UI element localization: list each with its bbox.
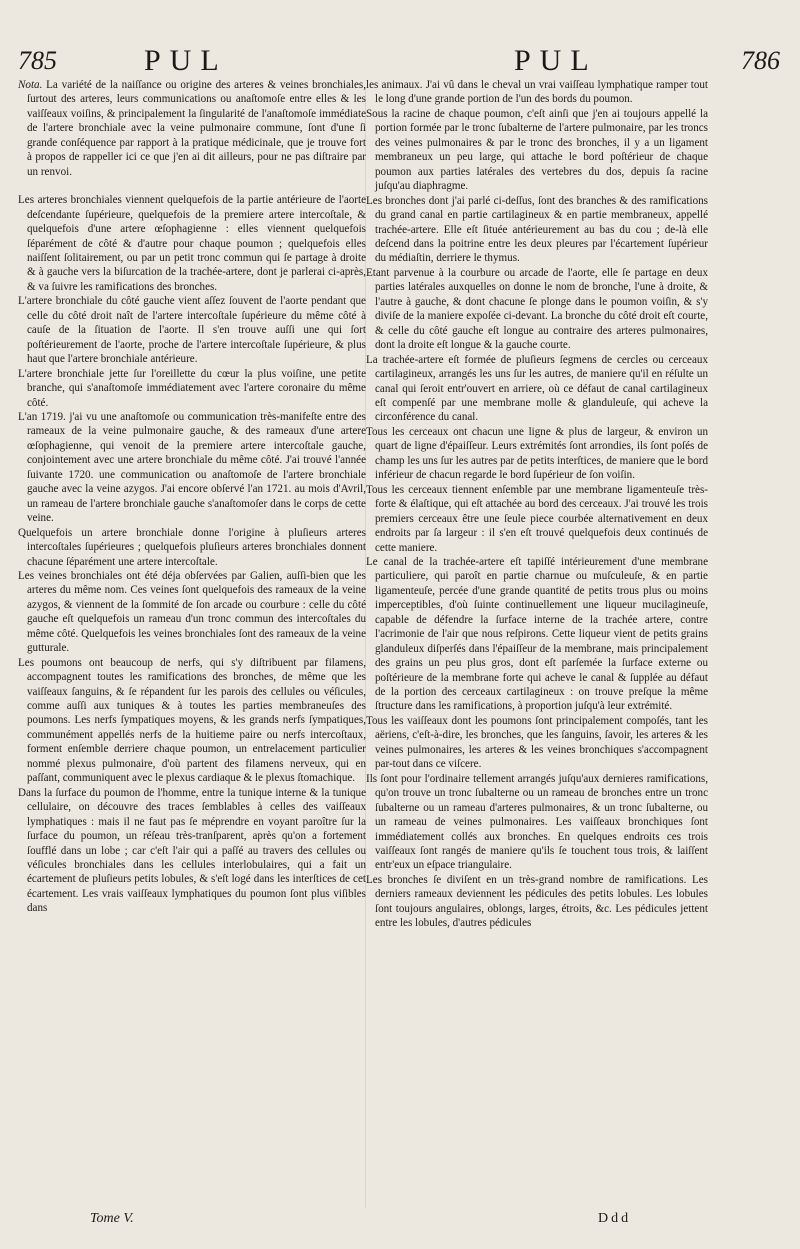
paragraph: Dans la ſurface du poumon de l'homme, entre la tunique interne & la tunique cellulaire, on découvre des traces ſemblables à celles des vaiſſeaux lymphatiques : mais il ne faut pas ſe méprendre en voyant paroître ſur la ſurface du poumon, un réſeau très-tranſparent, après qu'on a fortement ſoufflé dans un lobe ; car c'eſt l'air qui a paſſé au travers des cellules ou véſicules bronchiales dans les cellules interlobulaires, qui a fait un écartement de pluſieurs petits lobules, & s'eſt logé dans les interſtices de cet écartement. Les vrais vaiſſeaux lymphatiques du poumon ſont plus viſibles dans xyxy=(18,786,366,915)
right-page-number: 786 xyxy=(741,46,780,75)
right-headword: PUL xyxy=(514,44,598,77)
paragraph: Le canal de la trachée-artere eſt tapiſſé intérieurement d'une membrane particuliere, qui paroît en partie charnue ou muſculeuſe, & en partie ligamenteuſe, percée d'une grande quantité de petits trous plus ou moins imperceptibles, d'où ſuinte continuellement une liqueur mucilagineuſe, capable de défendre la ſurface interne de la trachée artere, contre l'acrimonie de l'air que nous reſpirons. Cette liqueur vient de petits grains glanduleux diſperſés dans l'épaiſſeur de la membrane, mais principalement des grains un peu plus gros, dont eſt parſemée la ſurface externe ou poſtérieure de la membrane forte qui acheve le canal & ſupplée au défaut de la portion des cerceaux cartilagineux : on trouve preſque la même ſtructure dans les ramifications, à proportion juſqu'à leur extrémité. xyxy=(366,555,708,713)
paragraph: L'an 1719. j'ai vu une anaſtomoſe ou communication très-manifeſte entre des rameaux de la veine pulmonaire gauche, & des rameaux d'une artere œſophagienne, qui venoit de la premiere artere intercoſtale gauche, conjointement avec une artere bronchiale du même côté. J'ai trouvé l'année ſuivante 1720. une communication ou anaſtomoſe de l'artere bronchiale gauche avec la veine azygos. J'ai encore obſervé l'an 1721. au mois d'Avril, un rameau de l'artere bronchiale gauche s'anaſtomoſer dans le corps de cette veine. xyxy=(18,410,366,525)
paragraph: Les veines bronchiales ont été déja obſervées par Galien, auſſi-bien que les arteres du même nom. Ces veines ſont quelquefois des rameaux de la veine azygos, & viennent de la ſommité de ſon arcade ou courbure : celle du côté gauche eſt quelquefois un rameau d'un tronc commun des intercoſtales du même côté. Quelquefois les veines bronchiales ſont des rameaux de la veine gutturale. xyxy=(18,569,366,655)
nota-text: La variété de la naiſſance ou origine des arteres & veines bronchiales, ſurtout des arteres, leurs communications ou anaſtomoſe entre elles & les vaiſſeaux voiſins, & principalement la ſingularité de l'anaſtomoſe immédiate de l'artere bronchiale avec la veine pulmonaire commune, ſont d'une ſi grande conſéquence par rapport à la pratique médicinale, que je trouve fort à propos de rappeller ici ce que j'en ai dit ailleurs, pour ne pas diſtraire par un renvoi. xyxy=(27,79,366,178)
paragraph: L'artere bronchiale jette ſur l'oreillette du cœur la plus voiſine, une petite branche, qui s'anaſtomoſe immédiatement avec l'artere coronaire du même côté. xyxy=(18,367,366,409)
paragraph: Les bronches ſe diviſent en un très-grand nombre de ramifications. Les derniers rameaux deviennent les pédicules des petits lobules. Les lobules ſont toujours angulaires, oblongs, larges, étroits, &c. Les pédicules jettent entre les lobules, d'autres pédicules xyxy=(366,873,708,930)
paragraph: Les arteres bronchiales viennent quelquefois de la partie antérieure de l'aorte deſcendante ſupérieure, quelquefois de la premiere artere intercoſtale, & quelquefois d'une artere œſophagienne : elles viennent quelquefois ſéparément de côté & d'autre pour chaque poumon ; quelquefois elles naiſſent ſolitairement, ou par un petit tronc commun qui ſe partage à droite & à gauche vers la biſurcation de la trachée-artere, dont je parlerai ci-après, & va ſuivre les ramifications des bronches. xyxy=(18,194,366,293)
signature-mark: Ddd xyxy=(598,1211,632,1226)
paragraph: Les bronches dont j'ai parlé ci-deſſus, ſont des branches & des ramifications du grand canal en partie cartilagineux & en partie membraneux, appellé trachée-artere. Elle eſt ſituée antérieurement au bas du cou ; de-là elle deſcend dans la poitrine entre les deux pleures par l'écartement ſupérieur du médiaſtin, derriere le thymus. xyxy=(366,194,708,265)
running-header xyxy=(16,40,784,82)
paragraph: Tous les vaiſſeaux dont les poumons ſont principalement compoſés, tant les aëriens, c'eſt-à-dire, les bronches, que les ſanguins, ſavoir, les arteres & les veines pulmonaires, les arteres & les veines bronchiques s'accompagnent par-tout dans ce viſcere. xyxy=(366,714,708,771)
tome-label: Tome V. xyxy=(90,1211,134,1226)
paragraph: Etant parvenue à la courbure ou arcade de l'aorte, elle ſe partage en deux parties latérales auxquelles on donne le nom de bronche, l'une à droite, & l'autre à gauche, & dont chacune ſe plonge dans le poumon voiſin, & s'y diviſe de la maniere expoſée ci-devant. La bronche du côté droit eſt courte, & celle du côté gauche eſt longue au contraire des arteres pulmonaires, dont la droite eſt longue & la gauche courte. xyxy=(366,266,708,352)
paragraph: Tous les cerceaux tiennent enſemble par une membrane ligamenteuſe très-forte & élaſtique, qui eſt attachée au bord des cerceaux. J'ai trouvé les trois premiers cerceaux être une ſeule piece courbée alternativement en deux endroits par ſa largeur : il s'en eſt trouvé quelquefois deux continués de cette maniere. xyxy=(366,483,708,554)
continued-paragraph: les animaux. J'ai vû dans le cheval un vrai vaiſſeau lymphatique ramper tout le long d'une grande portion de l'un des bords du poumon. xyxy=(366,79,708,106)
paragraph: La trachée-artere eſt formée de pluſieurs ſegmens de cercles ou cerceaux cartilagineux, arrangés les uns ſur les autres, de maniere qu'il en réſulte un canal qui ſeroit entr'ouvert en arriere, où ce défaut de canal cartilagineux eſt compenſé par une membrane molle & glanduleuſe, qui acheve la circonférence du canal. xyxy=(366,353,708,424)
right-column xyxy=(366,78,708,931)
left-column xyxy=(18,78,366,916)
nota-paragraph xyxy=(18,78,366,179)
left-headword: PUL xyxy=(144,44,228,77)
paragraph: Les poumons ont beaucoup de nerfs, qui s'y diſtribuent par filamens, accompagnent toutes les ramifications des bronches, de même que les vaiſſeaux ſanguins, & ſe répandent ſur les parois des cellules ou véſicules, comme auſſi aux tuniques & à toutes les parties membraneuſes des poumons. Les nerfs ſympatiques moyens, & les grands nerfs ſympatiques, communément appellés nerfs de la huitieme paire ou nerfs intercoſtaux, forment enſemble derriere chaque poumon, un entrelacement particulier nommé plexus pulmonaire, d'où partent des filamens nerveux, qui en paſſant, communiquent avec le plexus cardiaque & le plexus ſtomachique. xyxy=(18,656,366,785)
nota-label: Nota. xyxy=(18,79,43,91)
paragraph: Ils ſont pour l'ordinaire tellement arrangés juſqu'aux dernieres ramifications, qu'on trouve un tronc ſubalterne ou un rameau de bronches entre un tronc ſubalterne ou un rameau d'arteres pulmonaires, & un tronc ſubalterne, ou un rameau de veines pulmonaires. Les vaiſſeaux bronchiques ſont immédiatement collés aux bronches. En quelques endroits ces trois vaiſſeaux ſont rangés de maniere qu'ils ſe touchent tous trois, & laiſſent entr'eux un eſpace triangulaire. xyxy=(366,772,708,872)
paragraph: L'artere bronchiale du côté gauche vient aſſez ſouvent de l'aorte pendant que celle du côté droit naît de l'artere intercoſtale ſupérieure du même côté à cauſe de la ſituation de l'aorte. Il s'en trouve auſſi une qui ſort poſtérieurement de l'aorte, proche de l'artere intercoſtale ſupérieure, & plus haut que l'artere bronchiale antérieure. xyxy=(18,295,366,366)
left-page-number: 785 xyxy=(18,46,57,75)
paragraph: Sous la racine de chaque poumon, c'eſt ainſi que j'en ai toujours appellé la portion formée par le tronc ſubalterne de l'artere pulmonaire, par les troncs des veines pulmonaires & par le tronc des bronches, il y a un ligament membraneux un peu large, qui attache le bord poſtérieur de chaque poumon aux parties latérales des vertebres du dos, depuis ſa racine juſqu'au diaphragme. xyxy=(366,107,708,193)
paragraph: Quelquefois un artere bronchiale donne l'origine à pluſieurs arteres intercoſtales ſupérieures ; quelquefois pluſieurs arteres bronchiales donnent chacune ſéparément une artere intercoſtale. xyxy=(18,526,366,568)
page-footer xyxy=(0,1211,800,1233)
paragraph: Tous les cerceaux ont chacun une ligne & plus de largeur, & environ un quart de ligne d'épaiſſeur. Leurs extrémités ſont arrondies, ils ſont poſés de champ les uns ſur les autres par de petits interſtices, de maniere que le bord inférieur de chacun regarde le bord ſupérieur de ſon voiſin. xyxy=(366,425,709,482)
